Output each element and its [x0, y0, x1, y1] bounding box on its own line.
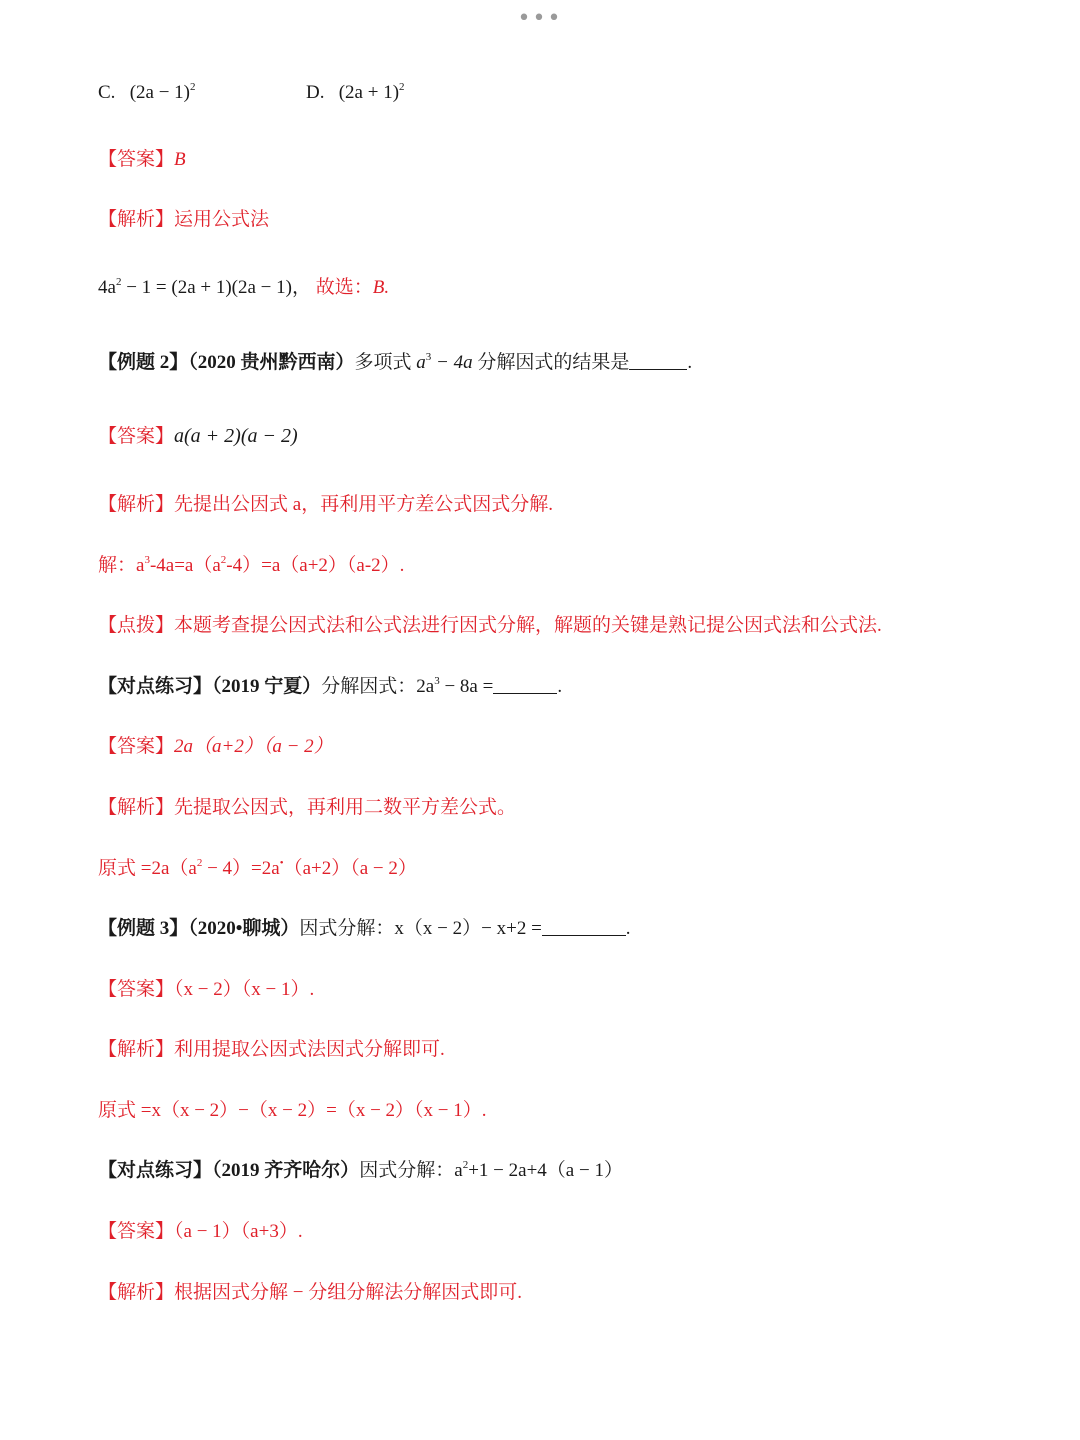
answer-blank[interactable] — [629, 351, 687, 370]
example2-hint: 【点拨】本题考查提公因式法和公式法进行因式分解，解题的关键是熟记提公因式法和公式法. — [98, 615, 882, 636]
answer-blank[interactable] — [493, 675, 557, 694]
example2-question: 【例题 2】（2020 贵州黔西南）多项式 $a^3 - 4a$ 分解因式的结果是 . — [98, 351, 693, 373]
example3-question: 【例题 3】（2020•聊城）因式分解：x（x − 2）− x+2 = . — [98, 918, 631, 939]
practice1-answer: 【答案】2a（a+2）（a − 2） — [98, 736, 333, 757]
example3-analysis: 【解析】利用提取公因式法因式分解即可. — [98, 1039, 445, 1060]
answer-blank[interactable] — [542, 917, 626, 936]
more-options-dots[interactable]: ••• — [517, 6, 563, 31]
q1-answer: 【答案】B — [98, 149, 186, 170]
q1-analysis: 【解析】运用公式法 — [98, 209, 270, 230]
practice1-solution: 原式 $=2a(a^2 - 4)=2a^•(a+2)(a - 2)$ — [98, 857, 417, 879]
option-d[interactable]: D. $(2a + 1)^2$ — [306, 81, 405, 103]
example3-answer: 【答案】（x − 2）（x − 1）. — [98, 979, 315, 1000]
options-row — [98, 80, 405, 106]
example3-solution: 原式 =x（x − 2）−（x − 2）=（x − 2）（x − 1）. — [98, 1100, 487, 1121]
example2-analysis: 【解析】先提出公因式 a，再利用平方差公式因式分解. — [98, 494, 553, 515]
practice2-analysis: 【解析】根据因式分解 − 分组分解法分解因式即可. — [98, 1282, 522, 1303]
example2-answer: 【答案】a(a + 2)(a − 2) — [98, 425, 298, 447]
option-c[interactable]: C. $(2a - 1)^2$ — [98, 81, 196, 103]
practice2-answer: 【答案】（a − 1）（a+3）. — [98, 1221, 303, 1242]
q1-equation: $4a^2 - 1 = (2a + 1)(2a - 1)$， 故选：B. — [98, 276, 390, 298]
practice1-question: 【对点练习】（2019 宁夏）分解因式：$2a^3 - 8a$ = . — [98, 675, 563, 697]
example2-solution: 解：$a^3-4a=a(a^2-4)=a(a+2)(a-2)$. — [98, 554, 405, 576]
practice2-question: 【对点练习】（2019 齐齐哈尔）因式分解：$a^2+1 - 2a+4(a - 1)$ — [98, 1159, 623, 1181]
practice1-analysis: 【解析】先提取公因式，再利用二数平方差公式。 — [98, 797, 517, 818]
